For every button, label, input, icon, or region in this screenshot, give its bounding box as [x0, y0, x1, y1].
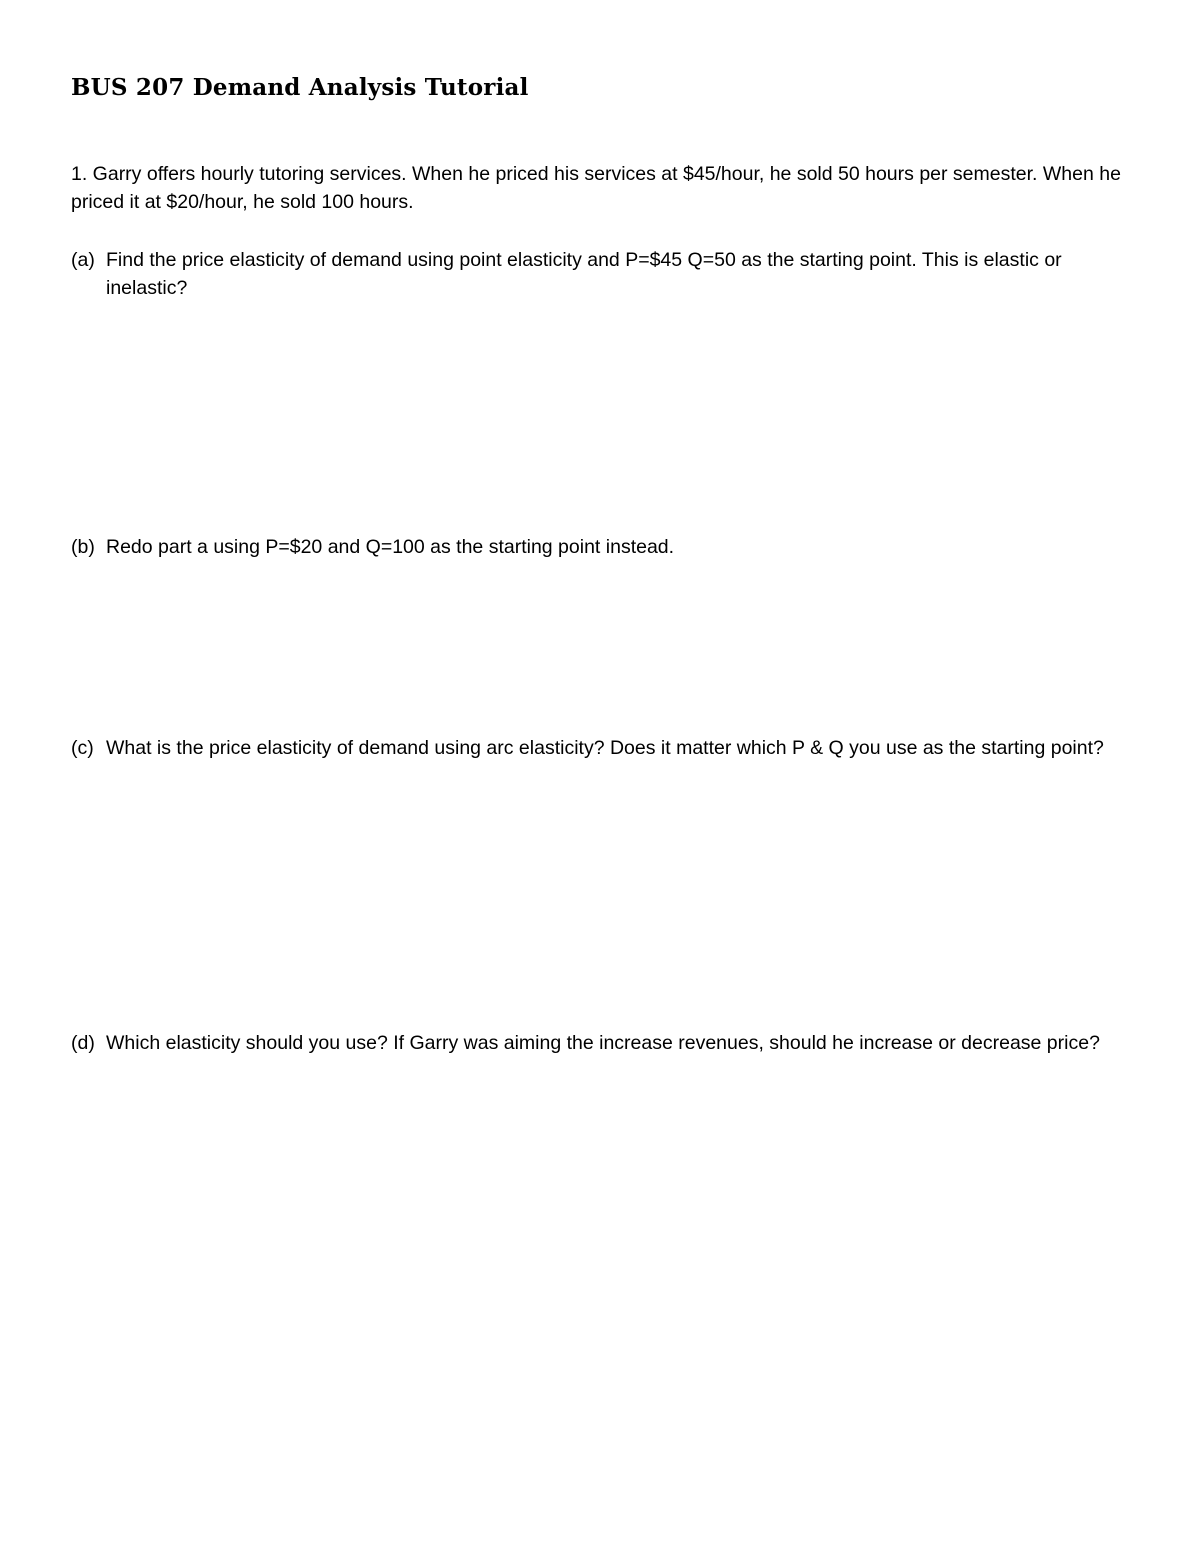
question-1-intro: 1. Garry offers hourly tutoring services. When he priced his services at $45/hour, he sold 50 hours per semester. When he priced it at $20/hour, he sold 100 hours. [71, 163, 1121, 213]
part-d-text: Which elasticity should you use? If Garry was aiming the increase revenues, should he increase or decrease price? [106, 1032, 1100, 1054]
part-b-label: (b) [71, 536, 95, 558]
question-part-c [71, 734, 1136, 762]
part-c-text: What is the price elasticity of demand using arc elasticity? Does it matter which P & Q you use as the starting point? [106, 737, 1104, 759]
question-part-d [71, 1029, 1136, 1057]
question-part-a [71, 246, 1136, 302]
part-d-label: (d) [71, 1032, 95, 1054]
document-title: BUS 207 Demand Analysis Tutorial [71, 74, 529, 101]
part-b-text: Redo part a using P=$20 and Q=100 as the starting point instead. [106, 536, 675, 558]
part-a-label: (a) [71, 249, 95, 271]
part-a-text: Find the price elasticity of demand using point elasticity and P=$45 Q=50 as the starting point. This is elastic or inelastic? [106, 249, 1062, 299]
part-c-label: (c) [71, 737, 94, 759]
question-part-b [71, 533, 1136, 561]
